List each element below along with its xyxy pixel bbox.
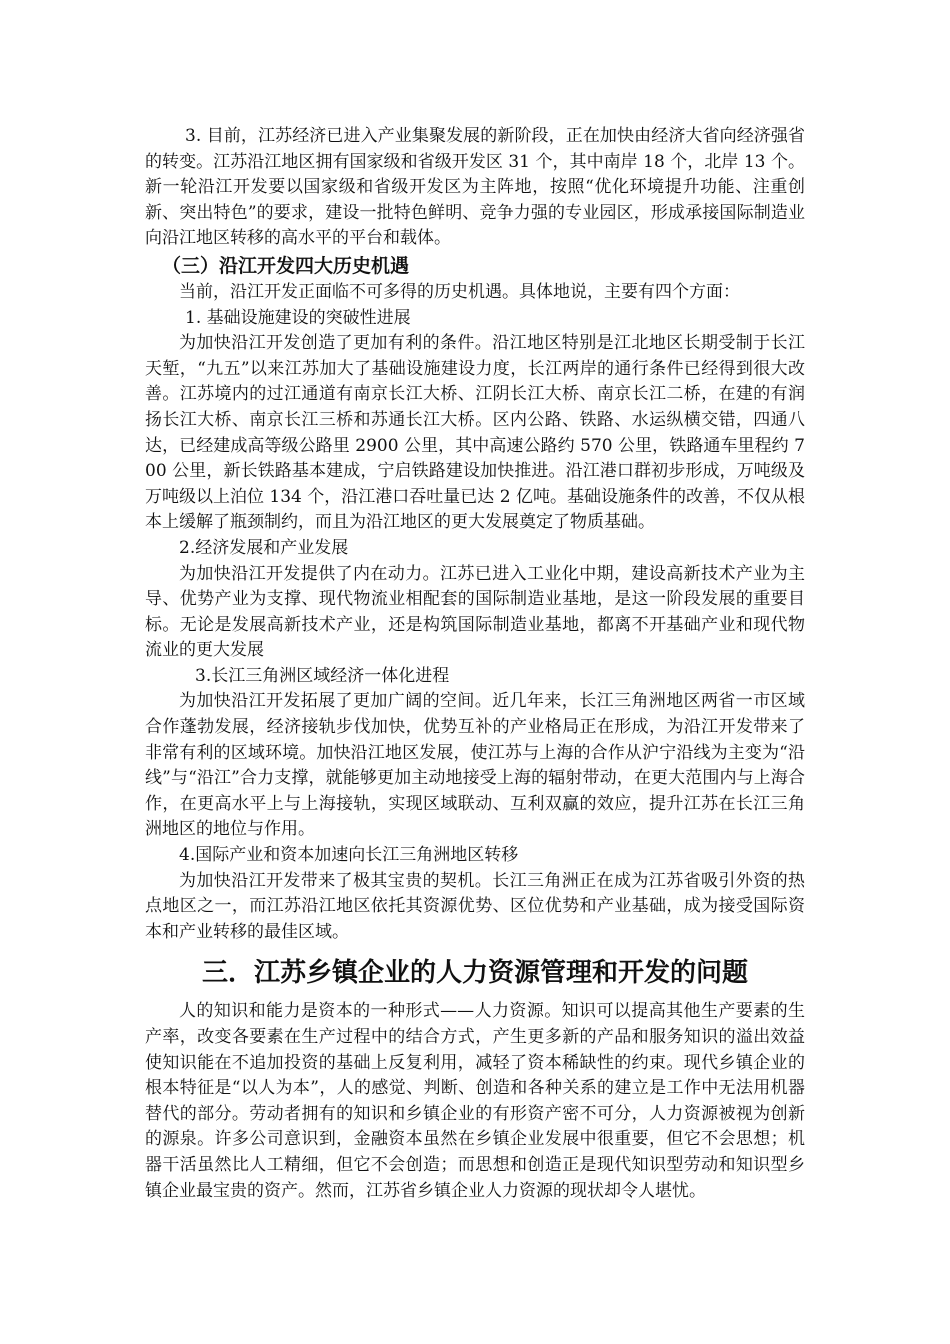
item-2-text: 为加快沿江开发提供了内在动力。江苏已进入工业化中期，建设高新技术产业为主导、优势产业为支撑、现代物流业相配套的国际制造业基地，是这一阶段发展的重要目标。无论是发展高新技术产业，还是构筑国际制造业基地，都离不开基础产业和现代物流业的更大发展 [145,563,805,661]
section-heading-3: 三．江苏乡镇企业的人力资源管理和开发的问题 [201,958,748,989]
item-3-title: 3.长江三角洲区域经济一体化进程 [195,665,450,686]
document-body [145,124,805,1204]
item-4-text: 为加快沿江开发带来了极其宝贵的契机。长江三角洲正在成为江苏省吸引外资的热点地区之一，而江苏沿江地区依托其资源优势、区位优势和产业基础，成为接受国际资本和产业转移的最佳区域。 [145,870,805,942]
item-2-title: 2.经济发展和产业发展 [179,537,349,558]
paragraph-point-3: 3. 目前，江苏经济已进入产业集聚发展的新阶段，正在加快由经济大省向经济强省的转变。江苏沿江地区拥有国家级和省级开发区 31 个，其中南岸 18 个，北岸 13 个。新一轮沿江开发要以国家级和省级开发区为主阵地，按照“优化环境提升功能、注重创新、突出特色”的要求，建设一批特色鲜明、竞争力强的专业园区，形成承接国际制造业向沿江地区转移的高水平的平台和载体。 [145,126,805,249]
item-4-title: 4.国际产业和资本加速向长江三角洲地区转移 [179,845,519,866]
paragraph-section-3: 人的知识和能力是资本的一种形式——人力资源。知识可以提高其他生产要素的生产率，改变各要素在生产过程中的结合方式，产生更多新的产品和服务知识的溢出效益使知识能在不追加投资的基础上反复利用，减轻了资本稀缺性的约束。现代乡镇企业的根本特征是“以人为本”，人的感觉、判断、创造和各种关系的建立是工作中无法用机器替代的部分。劳动者拥有的知识和乡镇企业的有形资产密不可分，人力资源被视为创新的源泉。许多公司意识到，金融资本虽然在乡镇企业发展中很重要，但它不会思想；机器干活虽然比人工精细，但它不会创造；而思想和创造正是现代知识型劳动和知识型乡镇企业最宝贵的资产。然而，江苏省乡镇企业人力资源的现状却令人堪忧。 [145,1001,805,1201]
section-heading-opportunities: （三）沿江开发四大历史机遇 [162,254,410,277]
item-1-text: 为加快沿江开发创造了更加有利的条件。沿江地区特别是江北地区长期受制于长江天堑，“九五”以来江苏加大了基础设施建设力度，长江两岸的通行条件已经得到很大改善。江苏境内的过江通道有南京长江大桥、江阴长江大桥、南京长江二桥，在建的有润扬长江大桥、南京长江三桥和苏通长江大桥。区内公路、铁路、水运纵横交错，四通八达，已经建成高等级公路里 2900 公里，其中高速公路约 570 公里，铁路通车里程约 700 公里，新长铁路基本建成，宁启铁路建设加快推进。沿江港口群初步形成，万吨级及万吨级以上泊位 134 个，沿江港口吞吐量已达 2 亿吨。基础设施条件的改善，不仅从根本上缓解了瓶颈制约，而且为沿江地区的更大发展奠定了物质基础。 [145,333,805,533]
item-3-text: 为加快沿江开发拓展了更加广阔的空间。近几年来，长江三角洲地区两省一市区域合作蓬勃发展，经济接轨步伐加快，优势互补的产业格局正在形成，为沿江开发带来了非常有利的区域环境。加快沿江地区发展，使江苏与上海的合作从沪宁沿线为主变为“沿线”与“沿江”合力支撑，就能够更加主动地接受上海的辐射带动，在更大范围内与上海合作，在更高水平上与上海接轨，实现区域联动、互利双赢的效应，提升江苏在长江三角洲地区的地位与作用。 [145,691,805,840]
paragraph-opportunities-intro: 当前，沿江开发正面临不可多得的历史机遇。具体地说，主要有四个方面： [179,281,740,302]
item-1-title: 1. 基础设施建设的突破性进展 [185,307,411,328]
